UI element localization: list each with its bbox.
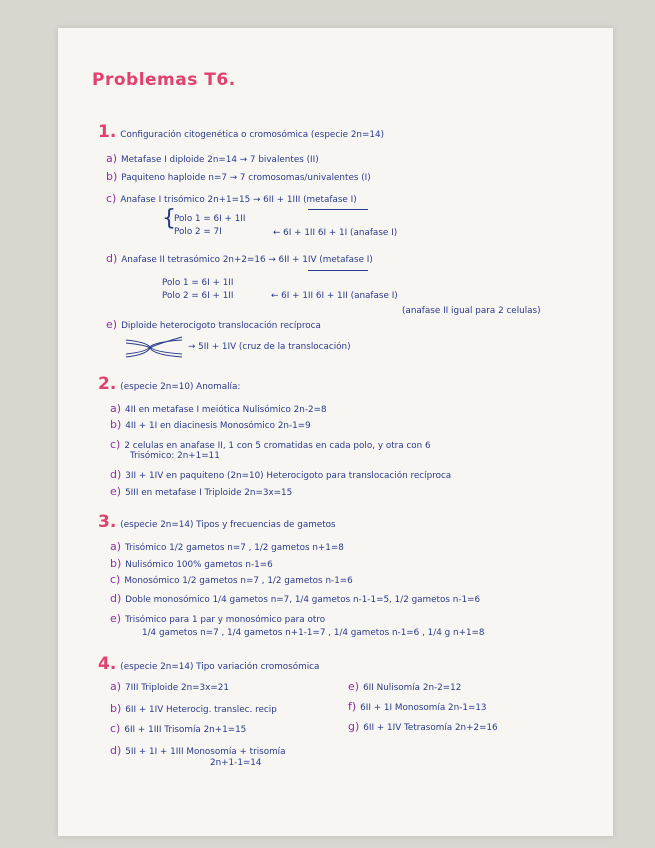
s4-g: g) 6II + 1IV Tetrasomía 2n+2=16	[348, 720, 498, 733]
s4-d: d) 5II + 1I + 1III Monosomía + trisomía	[110, 744, 286, 757]
s3-e-cont: 1/4 gametos n=7 , 1/4 gametos n+1-1=7 , 1/4 gametos n-1=6 , 1/4 g n+1=8	[142, 628, 485, 638]
s1-e-result: → 5II + 1IV (cruz de la translocación)	[188, 342, 351, 352]
s3-d: d) Doble monosómico 1/4 gametos n=7, 1/4 gametos n-1-1=5, 1/2 gametos n-1=6	[110, 592, 481, 605]
s3-e: e) Trisómico para 1 par y monosómico para otro	[110, 612, 326, 625]
section-3-heading: 3. (especie 2n=14) Tipos y frecuencias de gametos	[98, 512, 336, 532]
s2-d: d) 3II + 1IV en paquiteno (2n=10) Heterocigoto para translocación recíproca	[110, 468, 452, 481]
s1-c-result: ← 6I + 1II 6I + 1I (anafase I)	[273, 228, 398, 238]
s2-b: b) 4II + 1I en diacinesis Monosómico 2n-1=9	[110, 418, 311, 431]
s4-d-cont: 2n+1-1=14	[210, 758, 262, 768]
s4-a: a) 7III Triploide 2n=3x=21	[110, 680, 229, 693]
s1-c-brace: {	[162, 206, 176, 231]
section-1-heading: 1. Configuración citogenética o cromosómica (especie 2n=14)	[98, 122, 385, 142]
s1-c: c) Anafase I trisómico 2n+1=15 → 6II + 1III (metafase I)	[106, 192, 357, 205]
s1-e: e) Diploide heterocigoto translocación recíproca	[106, 318, 321, 331]
s1-d-result: ← 6I + 1II 6I + 1II (anafase I)	[271, 291, 398, 301]
s3-b: b) Nulisómico 100% gametos n-1=6	[110, 557, 273, 570]
s1-c-polo2: Polo 2 = 7I	[174, 227, 222, 237]
s1-d-polo2: Polo 2 = 6I + 1II	[162, 291, 234, 301]
s1-d-note: (anafase II igual para 2 celulas)	[402, 306, 541, 316]
s2-c-cont: Trisómico: 2n+1=11	[130, 451, 220, 461]
s3-a: a) Trisómico 1/2 gametos n=7 , 1/2 gametos n+1=8	[110, 540, 344, 553]
s1-b: b) Paquiteno haploide n=7 → 7 cromosomas/univalentes (I)	[106, 170, 371, 183]
s1-d-bracket	[308, 270, 368, 271]
s2-c: c) 2 celulas en anafase II, 1 con 5 cromatidas en cada polo, y otra con 6	[110, 438, 431, 451]
s1-c-bracket	[308, 209, 368, 210]
section-4-heading: 4. (especie 2n=14) Tipo variación cromosómica	[98, 654, 320, 674]
s2-e: e) 5III en metafase I Triploide 2n=3x=15	[110, 485, 293, 498]
s1-d-polo1: Polo 1 = 6I + 1II	[162, 278, 234, 288]
s1-d: d) Anafase II tetrasómico 2n+2=16 → 6II + 1IV (metafase I)	[106, 252, 373, 265]
translocation-cross-icon	[124, 334, 184, 360]
s1-a: a) Metafase I diploide 2n=14 → 7 bivalentes (II)	[106, 152, 319, 165]
s4-e: e) 6II Nulisomía 2n-2=12	[348, 680, 462, 693]
s4-b: b) 6II + 1IV Heterocig. translec. recip	[110, 702, 277, 715]
s1-c-polo1: Polo 1 = 6I + 1II	[174, 214, 246, 224]
s4-f: f) 6II + 1I Monosomía 2n-1=13	[348, 700, 487, 713]
paper-sheet	[58, 28, 613, 836]
s4-c: c) 6II + 1III Trisomía 2n+1=15	[110, 722, 247, 735]
page-title: Problemas T6.	[92, 70, 236, 90]
s2-a: a) 4II en metafase I meiótica Nulisómico 2n-2=8	[110, 402, 327, 415]
s3-c: c) Monosómico 1/2 gametos n=7 , 1/2 gametos n-1=6	[110, 573, 353, 586]
section-2-heading: 2. (especie 2n=10) Anomalía:	[98, 374, 241, 394]
